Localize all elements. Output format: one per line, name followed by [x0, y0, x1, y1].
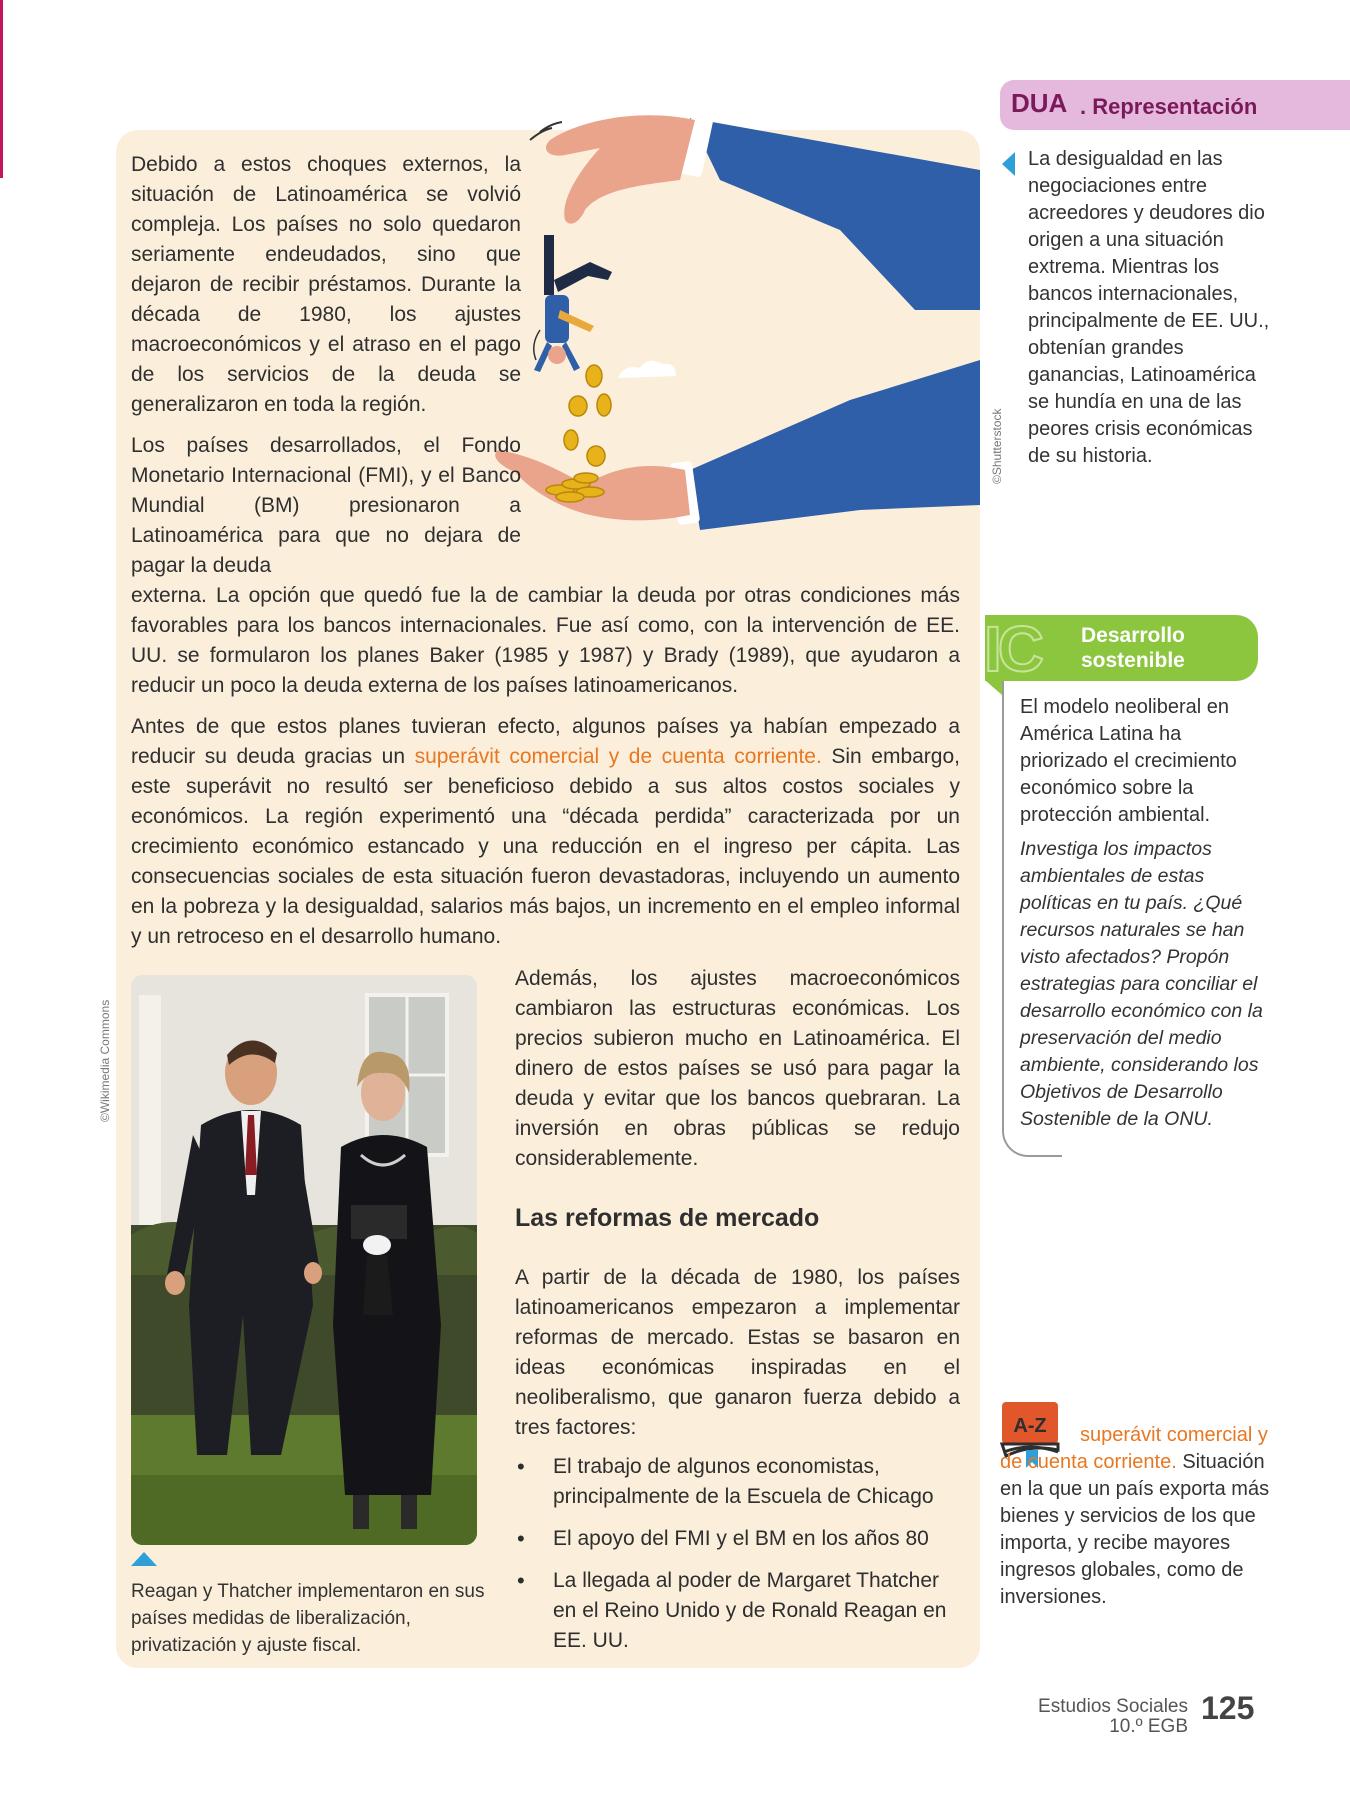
- text-segment: Antes de que estos planes tuvieran efecto, algunos países ya habían empezado a reducir su deuda gracias un: [131, 715, 960, 768]
- hanging-businessman: [534, 235, 612, 372]
- cloud: [618, 361, 676, 378]
- ic-logo-icon: IC: [984, 613, 1040, 685]
- sostenible-activity: Investiga los impactos ambientales de estas políticas en tu país. ¿Qué recursos naturales se han visto afectados? Propón estrategias para conciliar el desarrollo económico con la preservación del medio ambiente, considerando los Objetivos de Desarrollo Sostenible de la ONU.: [1020, 838, 1263, 1130]
- falling-coins: [564, 365, 611, 466]
- upper-sleeve: [690, 118, 980, 310]
- list-item: • El apoyo del FMI y el BM en los años 80: [515, 1524, 960, 1554]
- text-segment: Sin embargo, este superávit no resultó ser beneficioso debido a sus altos costos sociales y económicos. La región experimentó una “década perdida” caracterizada por un crecimiento económico estancado y una reducción en el ingreso per cápita. Las consecuencias sociales de esta situación fueron devastadoras, incluyendo un aumento en la pobreza y la desigualdad, salarios más bajos, un incremento en el empleo informal y un retroceso en el desarrollo humano.: [131, 745, 960, 948]
- glossary-term-link[interactable]: superávit comercial y de cuenta corriente.: [414, 745, 822, 768]
- glossary-icon-label: A-Z: [1013, 1415, 1047, 1437]
- glossary-term: superávit comercial y de cuenta corriente.: [1000, 1424, 1268, 1473]
- glossary-entry: [1000, 1422, 1270, 1611]
- dua-text: La desigualdad en las negociaciones entre acreedores y deudores dio origen a una situación extrema. Mientras los bancos internacionales, principalmente de EE. UU., obtenían grandes ganancias, Latinoamérica se hundía en una de las peores crisis económicas de su historia.: [1028, 148, 1270, 467]
- motion-line: [530, 128, 552, 140]
- dua-label: DUA: [1011, 88, 1068, 118]
- subject-name: Estudios Sociales: [1038, 1696, 1188, 1717]
- page-number: 125: [1201, 1690, 1255, 1726]
- list-item: • La llegada al poder de Margaret Thatcher en el Reino Unido y de Ronald Reagan en EE. UU.: [515, 1566, 960, 1656]
- footer-subject: [1038, 1697, 1188, 1737]
- paragraph-external-shocks: Debido a estos choques externos, la situación de Latinoamérica se volvió compleja. Los países no solo quedaron seriamente endeudados, sino que dejaron de recibir préstamos. Durante la década de 1980, los ajustes macroeconómicos y el atraso en el pago de los servicios de la deuda se generalizaron en toda la región.: [131, 153, 521, 416]
- upper-hand: [546, 115, 695, 223]
- list-item: • El trabajo de algunos economistas, principalmente de la Escuela de Chicago: [515, 1452, 960, 1512]
- glossary-definition: Situación en la que un país exporta más bienes y servicios de los que importa, y recibe mayores ingresos globales, como de inversiones.: [1000, 1451, 1270, 1608]
- dua-arrow-icon: [1002, 152, 1015, 176]
- reform-factors-list: [515, 1452, 960, 1668]
- debt-hands-illustration: [490, 110, 980, 540]
- page-edge-marker: [0, 0, 3, 178]
- caption-arrow-icon: [131, 1552, 157, 1566]
- section-heading: Las reformas de mercado: [515, 1204, 820, 1232]
- reagan-thatcher-photo: [131, 975, 477, 1545]
- shutterstock-credit: ©Shutterstock: [990, 408, 1004, 484]
- paragraph-developed-countries: Los países desarrollados, el Fondo Monetario Internacional (FMI), y el Banco Mundial (BM) presionaron a Latinoamérica para que no dejara de pagar la deuda: [131, 434, 521, 577]
- paragraph-market-reforms: A partir de la década de 1980, los países latinoamericanos empezaron a implementar reformas de mercado. Estas se basaron en ideas económicas inspiradas en el neoliberalismo, que ganaron fuerza debido a tres factores:: [515, 1266, 960, 1439]
- lower-sleeve: [690, 360, 980, 530]
- sostenible-title: Desarrollo sostenible: [1081, 624, 1185, 672]
- dua-sublabel: . Representación: [1080, 94, 1258, 119]
- wikimedia-credit: ©Wikimedia Commons: [98, 999, 112, 1122]
- sostenible-tab: [986, 681, 1002, 695]
- photo-caption: Reagan y Thatcher implementaron en sus países medidas de liberalización, privatización y ajuste fiscal.: [131, 1581, 485, 1656]
- grade-label: 10.º EGB: [1109, 1716, 1188, 1737]
- paragraph-structural-changes: Además, los ajustes macroeconómicos cambiaron las estructuras económicas. Los precios subieron mucho en Latinoamérica. El dinero de estos países se usó para pagar la deuda y evitar que los bancos quebraran. La inversión en obras públicas se redujo considerablemente.: [515, 967, 960, 1170]
- paragraph-debt-plans: externa. La opción que quedó fue la de cambiar la deuda por otras condiciones más favorables para los bancos internacionales. Fue así como, con la intervención de EE. UU. se formularon los planes Baker (1985 y 1987) y Brady (1989), que ayudaron a reducir un poco la deuda externa de los países latinoamericanos.: [131, 584, 960, 697]
- sostenible-body: El modelo neoliberal en América Latina ha priorizado el crecimiento económico sobre la protección ambiental.: [1020, 696, 1237, 826]
- paragraph-lost-decade: [131, 712, 960, 952]
